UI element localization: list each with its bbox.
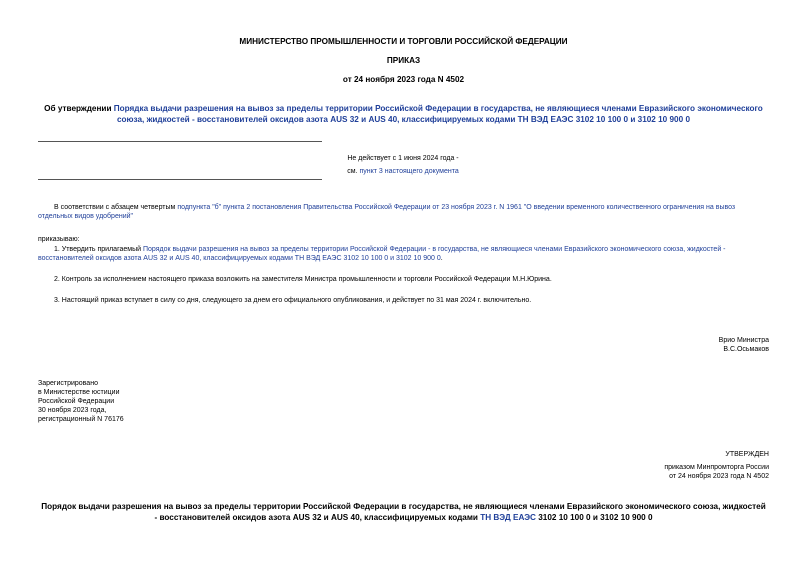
registration-block	[38, 379, 258, 424]
doc-date-heading: от 24 ноября 2023 года N 4502	[342, 75, 465, 84]
document-title	[40, 103, 767, 126]
preamble-paragraph	[38, 203, 769, 221]
item-1-suffix: .	[440, 255, 443, 263]
signature-name: В.С.Осьмаков	[723, 346, 769, 354]
registration-line-5: регистрационный N 76176	[38, 416, 124, 424]
item-2-paragraph: 2. Контроль за исполнением настоящего приказа возложить на заместителя Министра промышленности и торговли Российской Федерации М.Н.Юрина.	[54, 276, 552, 283]
ministry-heading: МИНИСТЕРСТВО ПРОМЫШЛЕННОСТИ И ТОРГОВЛИ РОССИЙСКОЙ ФЕДЕРАЦИИ	[239, 37, 568, 46]
approval-line-2: приказом Минпромторга России	[664, 464, 769, 472]
doc-type-heading: ПРИКАЗ	[386, 56, 421, 65]
appendix-title-prefix: Порядок выдачи разрешения на вывоз за пределы территории Российской Федерации в государства, не являющиеся членами Евразийского экономического союза, жидкостей - восстановителей оксидов азота AUS 32 и AUS 40, классифицируемых кодами	[41, 502, 766, 523]
approval-line-3: от 24 ноября 2023 года N 4502	[669, 473, 769, 481]
item-1-link[interactable]: Порядок выдачи разрешения на вывоз за пределы территории Российской Федерации - в государства, не являющиеся членами Евразийского экономического союза, жидкостей - восстановителей оксидов азота AUS 32 и AUS 40, классифицируемых кодами ТН ВЭД ЕАЭС 3102 10 100 0 и 3102 10 900 0	[38, 246, 726, 263]
signature-position: Врио Министра	[718, 337, 769, 344]
approval-block	[560, 450, 769, 481]
appendix-title-suffix: 3102 10 100 0 и 3102 10 900 0	[535, 513, 653, 523]
signature-block	[560, 336, 769, 354]
status-note-link[interactable]: пункт 3 настоящего документа	[359, 168, 459, 176]
item-1-prefix: 1. Утвердить прилагаемый	[54, 246, 143, 253]
status-note	[318, 154, 488, 176]
order-word: приказываю:	[38, 236, 80, 243]
status-note-line2	[318, 167, 488, 176]
registration-line-3: Российской Федерации	[38, 398, 115, 406]
item-3-paragraph: 3. Настоящий приказ вступает в силу со дня, следующего за днем его официального опубликования, и действует по 31 мая 2024 г. включительно.	[54, 297, 532, 304]
document-title-link[interactable]: Порядка выдачи разрешения на вывоз за пределы территории Российской Федерации в государства, не являющиеся членами Евразийского экономического союза, жидкостей - восстановителей оксидов азота AUS 32 и AUS 40, классифицируемых кодами ТН ВЭД ЕАЭС 3102 10 100 0 и 3102 10 900 0	[113, 104, 763, 125]
status-note-prefix: см.	[347, 168, 360, 176]
preamble-link[interactable]: подпункта "б" пункта 2 постановления Правительства Российской Федерации от 23 ноября 2023 г. N 1961 "О введении временного количественного ограничения на вывоз отдельных видов удобрений"	[38, 204, 736, 221]
document-title-prefix: Об утверждении	[44, 104, 114, 113]
preamble-prefix: В соответствии с абзацем четвертым	[54, 204, 178, 211]
registration-line-2: в Министерстве юстиции	[38, 389, 120, 397]
status-note-line1: Не действует с 1 июня 2024 года -	[347, 155, 459, 162]
registration-line-4: 30 ноября 2023 года,	[38, 407, 107, 415]
item-1-paragraph	[38, 245, 769, 263]
appendix-title	[40, 501, 767, 524]
approval-line-1: УТВЕРЖДЕН	[725, 451, 769, 458]
appendix-title-link[interactable]: ТН ВЭД ЕАЭС	[480, 513, 536, 523]
registration-line-1: Зарегистрировано	[38, 380, 98, 387]
status-rule-bottom	[38, 179, 322, 180]
status-rule-top	[38, 141, 322, 142]
